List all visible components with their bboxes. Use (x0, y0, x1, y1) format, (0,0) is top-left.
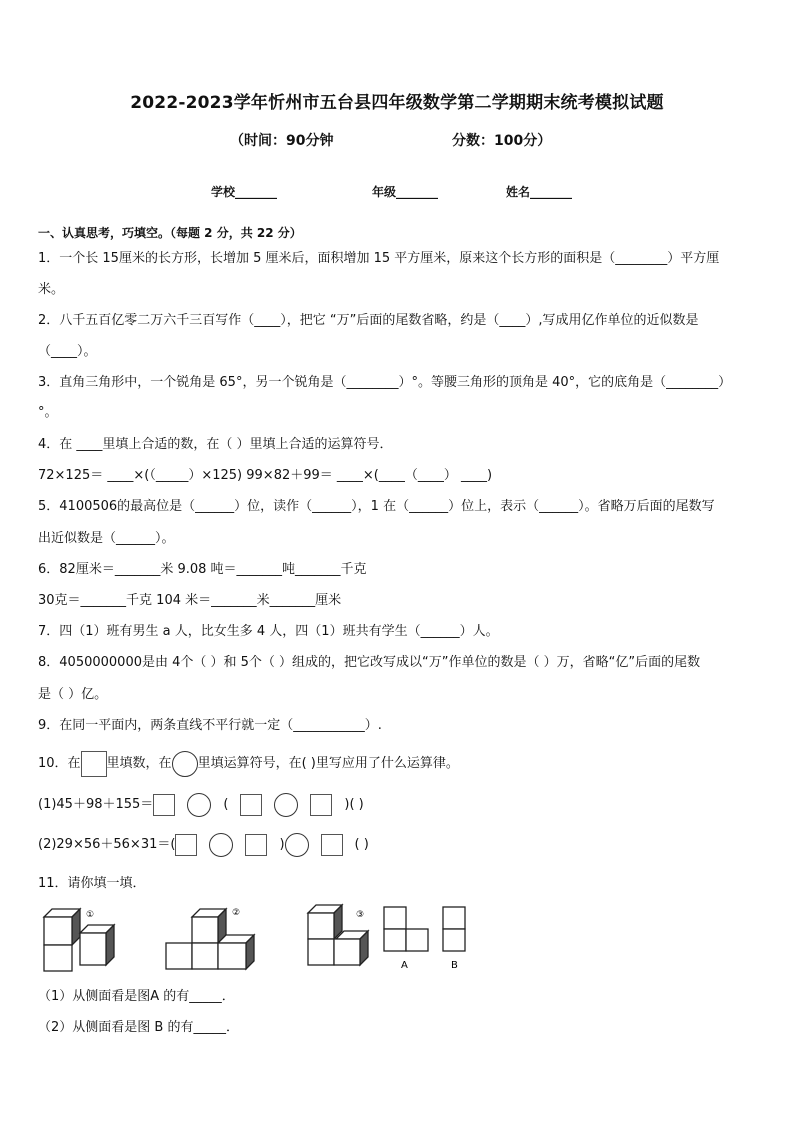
circle-box-icon (172, 751, 198, 777)
question-10 (38, 750, 459, 778)
view-a-label: A (401, 960, 408, 971)
exam-time: （时间：90分钟 (230, 133, 334, 149)
question-1-cont: 米。 (38, 282, 65, 297)
answer-square[interactable] (240, 794, 262, 816)
question-2-cont: （____）。 (38, 344, 97, 359)
name-field: 姓名_______ (506, 185, 573, 199)
figure-2-number: ② (232, 908, 241, 918)
page-title: 2022-2023学年忻州市五台县四年级数学第二学期期末统考模拟试题 (130, 93, 664, 113)
q10-text-3: 里填运算符号，在( )里写应用了什么运算律。 (197, 756, 459, 771)
figure-2-cubes (166, 909, 254, 969)
question-10-expr-1 (38, 792, 364, 818)
question-4-expr: 72×125＝ ____×(（_____）×125) 99×82＋99＝ ____×(____（____） ____) (38, 468, 493, 483)
square-box-icon (81, 751, 107, 777)
cube-figures (0, 895, 794, 975)
figure-1-cubes (44, 909, 114, 971)
q10-expr-1-text: (1)45＋98＋155＝ (38, 797, 154, 812)
law-blank[interactable]: ( ) (349, 797, 364, 812)
q10-text-2: 里填数，在 (106, 756, 172, 771)
view-a (384, 907, 428, 951)
answer-square[interactable] (321, 834, 343, 856)
answer-square[interactable] (310, 794, 332, 816)
question-11: 11．请你填一填． (38, 876, 146, 891)
view-b-label: B (451, 960, 458, 971)
question-8: 8．4050000000是由 4个（ ）和 5个（ ）组成的，把它改写成以“万”作单位的数是（ ）万，省略“亿”后面的尾数 (38, 655, 701, 670)
close-paren: ) (279, 837, 285, 852)
question-3-cont: °。 (38, 405, 58, 420)
question-6-cont: 30克＝_______千克 104 米＝_______米_______厘米 (38, 593, 342, 608)
exam-score: 分数：100分） (452, 133, 552, 149)
question-7: 7．四（1）班有男生 a 人，比女生多 4 人，四（1）班共有学生（______）人。 (38, 624, 499, 639)
question-5-cont: 出近似数是（______）。 (38, 531, 175, 546)
figure-1-number: ① (86, 910, 95, 920)
operator-circle[interactable] (274, 793, 298, 817)
question-11-part-2: （2）从侧面看是图 B 的有_____． (38, 1020, 239, 1035)
question-9: 9．在同一平面内，两条直线不平行就一定（___________）. (38, 718, 382, 733)
answer-square[interactable] (175, 834, 197, 856)
question-2: 2．八千五百亿零二万六千三百写作（____），把它 “万”后面的尾数省略，约是（____）,写成用亿作单位的近似数是 (38, 313, 699, 328)
school-field: 学校_______ (211, 185, 278, 199)
question-11-part-1: （1）从侧面看是图A 的有_____． (38, 989, 235, 1004)
section-title: 一、认真思考，巧填空。（每题 2 分，共 22 分） (38, 226, 302, 240)
question-1: 1．一个长 15厘米的长方形，长增加 5 厘米后，面积增加 15 平方厘米，原来这个长方形的面积是（________）平方厘 (38, 251, 720, 266)
figure-3-number: ③ (356, 910, 365, 920)
operator-circle[interactable] (285, 833, 309, 857)
question-5: 5．4100506的最高位是（______）位，读作（______），1 在（______）位上，表示（______）。省略万后面的尾数写 (38, 499, 715, 514)
q10-text-1: 10．在 (38, 756, 81, 771)
operator-circle[interactable] (209, 833, 233, 857)
law-blank[interactable]: ( ) (354, 837, 369, 852)
q10-expr-2-text: (2)29×56＋56×31＝( (38, 837, 176, 852)
operator-circle[interactable] (187, 793, 211, 817)
grade-field: 年级_______ (372, 185, 439, 199)
close-paren: ) (344, 797, 350, 812)
answer-square[interactable] (153, 794, 175, 816)
question-6: 6．82厘米＝_______米 9.08 吨＝_______吨_______千克 (38, 562, 367, 577)
answer-square[interactable] (245, 834, 267, 856)
view-b (443, 907, 465, 951)
question-4: 4．在 ____里填上合适的数，在（ ）里填上合适的运算符号． (38, 437, 393, 452)
question-10-expr-2 (38, 832, 369, 858)
question-8-cont: 是（ ）亿。 (38, 687, 108, 702)
open-paren: ( (223, 797, 229, 812)
question-3: 3．直角三角形中，一个锐角是 65°，另一个锐角是（________）°。等腰三角形的顶角是 40°，它的底角是（________） (38, 375, 732, 390)
